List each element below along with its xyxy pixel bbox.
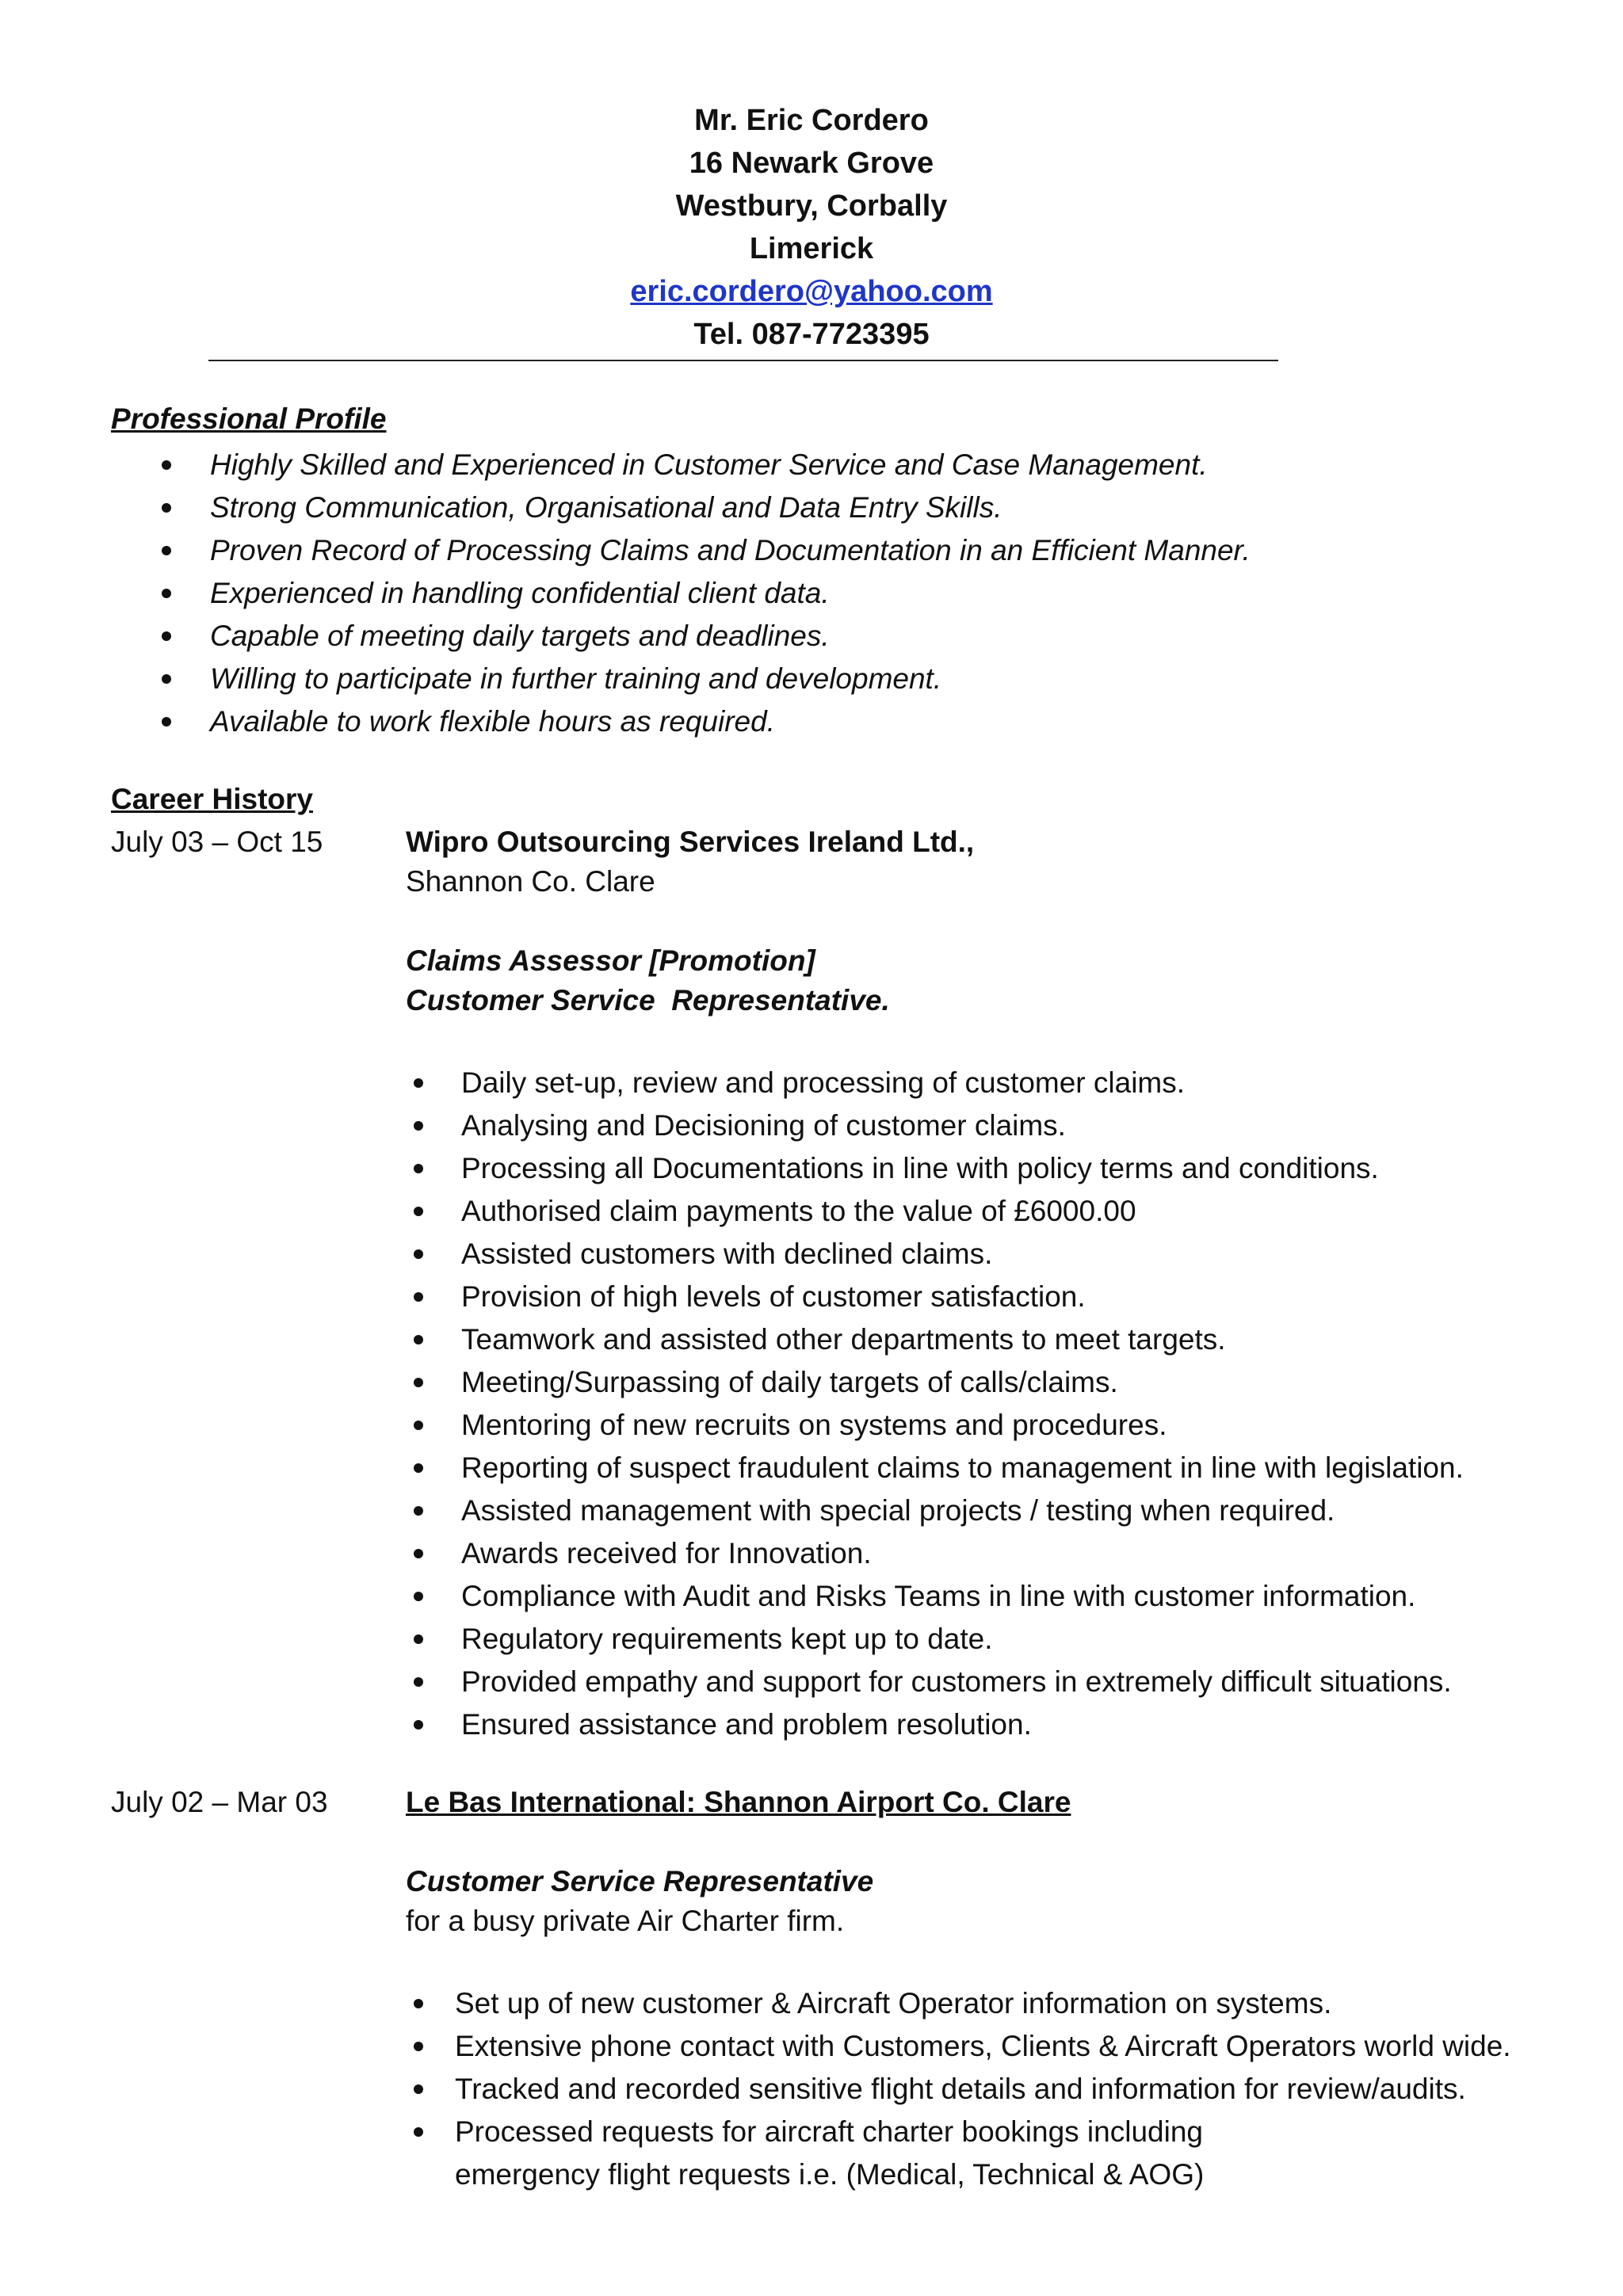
list-item: Provided empathy and support for customers in extremely difficult situations. xyxy=(406,1661,1579,1703)
list-item xyxy=(111,615,1537,658)
bullet-icon xyxy=(414,1720,423,1730)
career-history-heading: Career History xyxy=(111,783,314,815)
profile-item-text: Experienced in handling confidential client data. xyxy=(210,577,830,609)
job-1-duties xyxy=(406,1062,1579,1746)
bullet-icon xyxy=(414,2127,423,2137)
job-1-location: Shannon Co. Clare xyxy=(406,865,655,898)
professional-profile-section xyxy=(111,444,1537,743)
list-item xyxy=(111,658,1537,700)
address-line-1: 16 Newark Grove xyxy=(689,147,934,180)
list-item: Mentoring of new recruits on systems and procedures. xyxy=(406,1404,1579,1447)
list-item: Extensive phone contact with Customers, Clients & Aircraft Operators world wide. xyxy=(406,2025,1579,2068)
bullet-icon xyxy=(414,1378,423,1387)
bullet-icon xyxy=(414,1549,423,1558)
list-item: Assisted customers with declined claims. xyxy=(406,1233,1579,1276)
bullet-icon xyxy=(414,1249,423,1259)
list-item xyxy=(111,572,1537,615)
profile-item-text: Highly Skilled and Experienced in Customer Service and Case Management. xyxy=(210,448,1208,481)
list-item xyxy=(111,486,1537,529)
profile-item-text: Proven Record of Processing Claims and Documentation in an Efficient Manner. xyxy=(210,534,1251,566)
job-2-role: Customer Service Representative xyxy=(406,1865,874,1897)
bullet-icon xyxy=(414,2084,423,2094)
list-item: Daily set-up, review and processing of customer claims. xyxy=(406,1062,1579,1104)
job-2-dates: July 02 – Mar 03 xyxy=(111,1786,328,1818)
bullet-icon xyxy=(414,1506,423,1516)
bullet-icon xyxy=(162,674,171,684)
address-line-2: Westbury, Corbally xyxy=(675,189,948,223)
contact-header xyxy=(0,99,1623,356)
list-item: Ensured assistance and problem resolution. xyxy=(406,1703,1579,1746)
bullet-icon xyxy=(162,460,171,470)
list-item: Set up of new customer & Aircraft Operator information on systems. xyxy=(406,1982,1579,2025)
bullet-icon xyxy=(414,1592,423,1601)
address-line-3: Limerick xyxy=(749,232,874,265)
bullet-icon xyxy=(414,1207,423,1216)
bullet-icon xyxy=(414,1421,423,1430)
bullet-icon xyxy=(162,631,171,641)
bullet-icon xyxy=(414,1078,423,1088)
list-item: Tracked and recorded sensitive flight details and information for review/audits. xyxy=(406,2068,1579,2111)
job-1-dates: July 03 – Oct 15 xyxy=(111,826,323,858)
list-item: Analysing and Decisioning of customer claims. xyxy=(406,1104,1579,1147)
email-link[interactable]: eric.cordero@yahoo.com xyxy=(630,275,993,308)
list-item: Regulatory requirements kept up to date. xyxy=(406,1618,1579,1661)
job-1-role-1: Claims Assessor [Promotion] xyxy=(406,944,815,977)
list-item: Reporting of suspect fraudulent claims to management in line with legislation. xyxy=(406,1447,1579,1489)
bullet-icon xyxy=(414,2042,423,2051)
job-1-role-2: Customer Service Representative. xyxy=(406,984,890,1016)
bullet-icon xyxy=(414,1634,423,1644)
bullet-icon xyxy=(162,503,171,513)
bullet-icon xyxy=(162,717,171,727)
job-2-details xyxy=(406,1783,1579,2196)
list-item: Meeting/Surpassing of daily targets of calls/claims. xyxy=(406,1361,1579,1404)
bullet-icon xyxy=(414,1335,423,1344)
profile-list xyxy=(111,444,1537,743)
phone-number: Tel. 087-7723395 xyxy=(693,318,930,351)
header-divider xyxy=(208,360,1278,361)
candidate-name: Mr. Eric Cordero xyxy=(694,104,929,137)
list-item: Authorised claim payments to the value of £6000.00 xyxy=(406,1190,1579,1233)
list-item: Compliance with Audit and Risks Teams in line with customer information. xyxy=(406,1575,1579,1618)
bullet-icon xyxy=(414,1292,423,1302)
list-item xyxy=(111,700,1537,743)
list-item: Processing all Documentations in line with policy terms and conditions. xyxy=(406,1147,1579,1190)
list-item: Processed requests for aircraft charter bookings including emergency flight requests i.e. (Medical, Technical & AOG) xyxy=(406,2111,1579,2196)
job-1-company: Wipro Outsourcing Services Ireland Ltd., xyxy=(406,826,975,858)
duty-continuation: emergency flight requests i.e. (Medical, Technical & AOG) xyxy=(455,2158,1205,2191)
list-item xyxy=(111,444,1537,486)
bullet-icon xyxy=(162,589,171,598)
profile-item-text: Capable of meeting daily targets and deadlines. xyxy=(210,620,830,652)
list-item: Teamwork and assisted other departments to meet targets. xyxy=(406,1318,1579,1361)
list-item: Awards received for Innovation. xyxy=(406,1532,1579,1575)
profile-item-text: Willing to participate in further training and development. xyxy=(210,662,942,695)
profile-item-text: Strong Communication, Organisational and Data Entry Skills. xyxy=(210,491,1002,524)
job-1-details xyxy=(406,822,1579,1746)
job-2-duties xyxy=(406,1982,1579,2196)
bullet-icon xyxy=(414,1164,423,1173)
professional-profile-heading: Professional Profile xyxy=(111,402,387,435)
profile-item-text: Available to work flexible hours as required. xyxy=(210,705,775,738)
bullet-icon xyxy=(414,1121,423,1131)
list-item: Provision of high levels of customer satisfaction. xyxy=(406,1276,1579,1318)
bullet-icon xyxy=(414,1677,423,1687)
list-item xyxy=(111,529,1537,572)
job-2-company: Le Bas International: Shannon Airport Co. Clare xyxy=(406,1786,1071,1818)
job-2-role-description: for a busy private Air Charter firm. xyxy=(406,1905,845,1937)
bullet-icon xyxy=(414,1463,423,1473)
bullet-icon xyxy=(414,1999,423,2008)
bullet-icon xyxy=(162,546,171,555)
list-item: Assisted management with special projects / testing when required. xyxy=(406,1489,1579,1532)
